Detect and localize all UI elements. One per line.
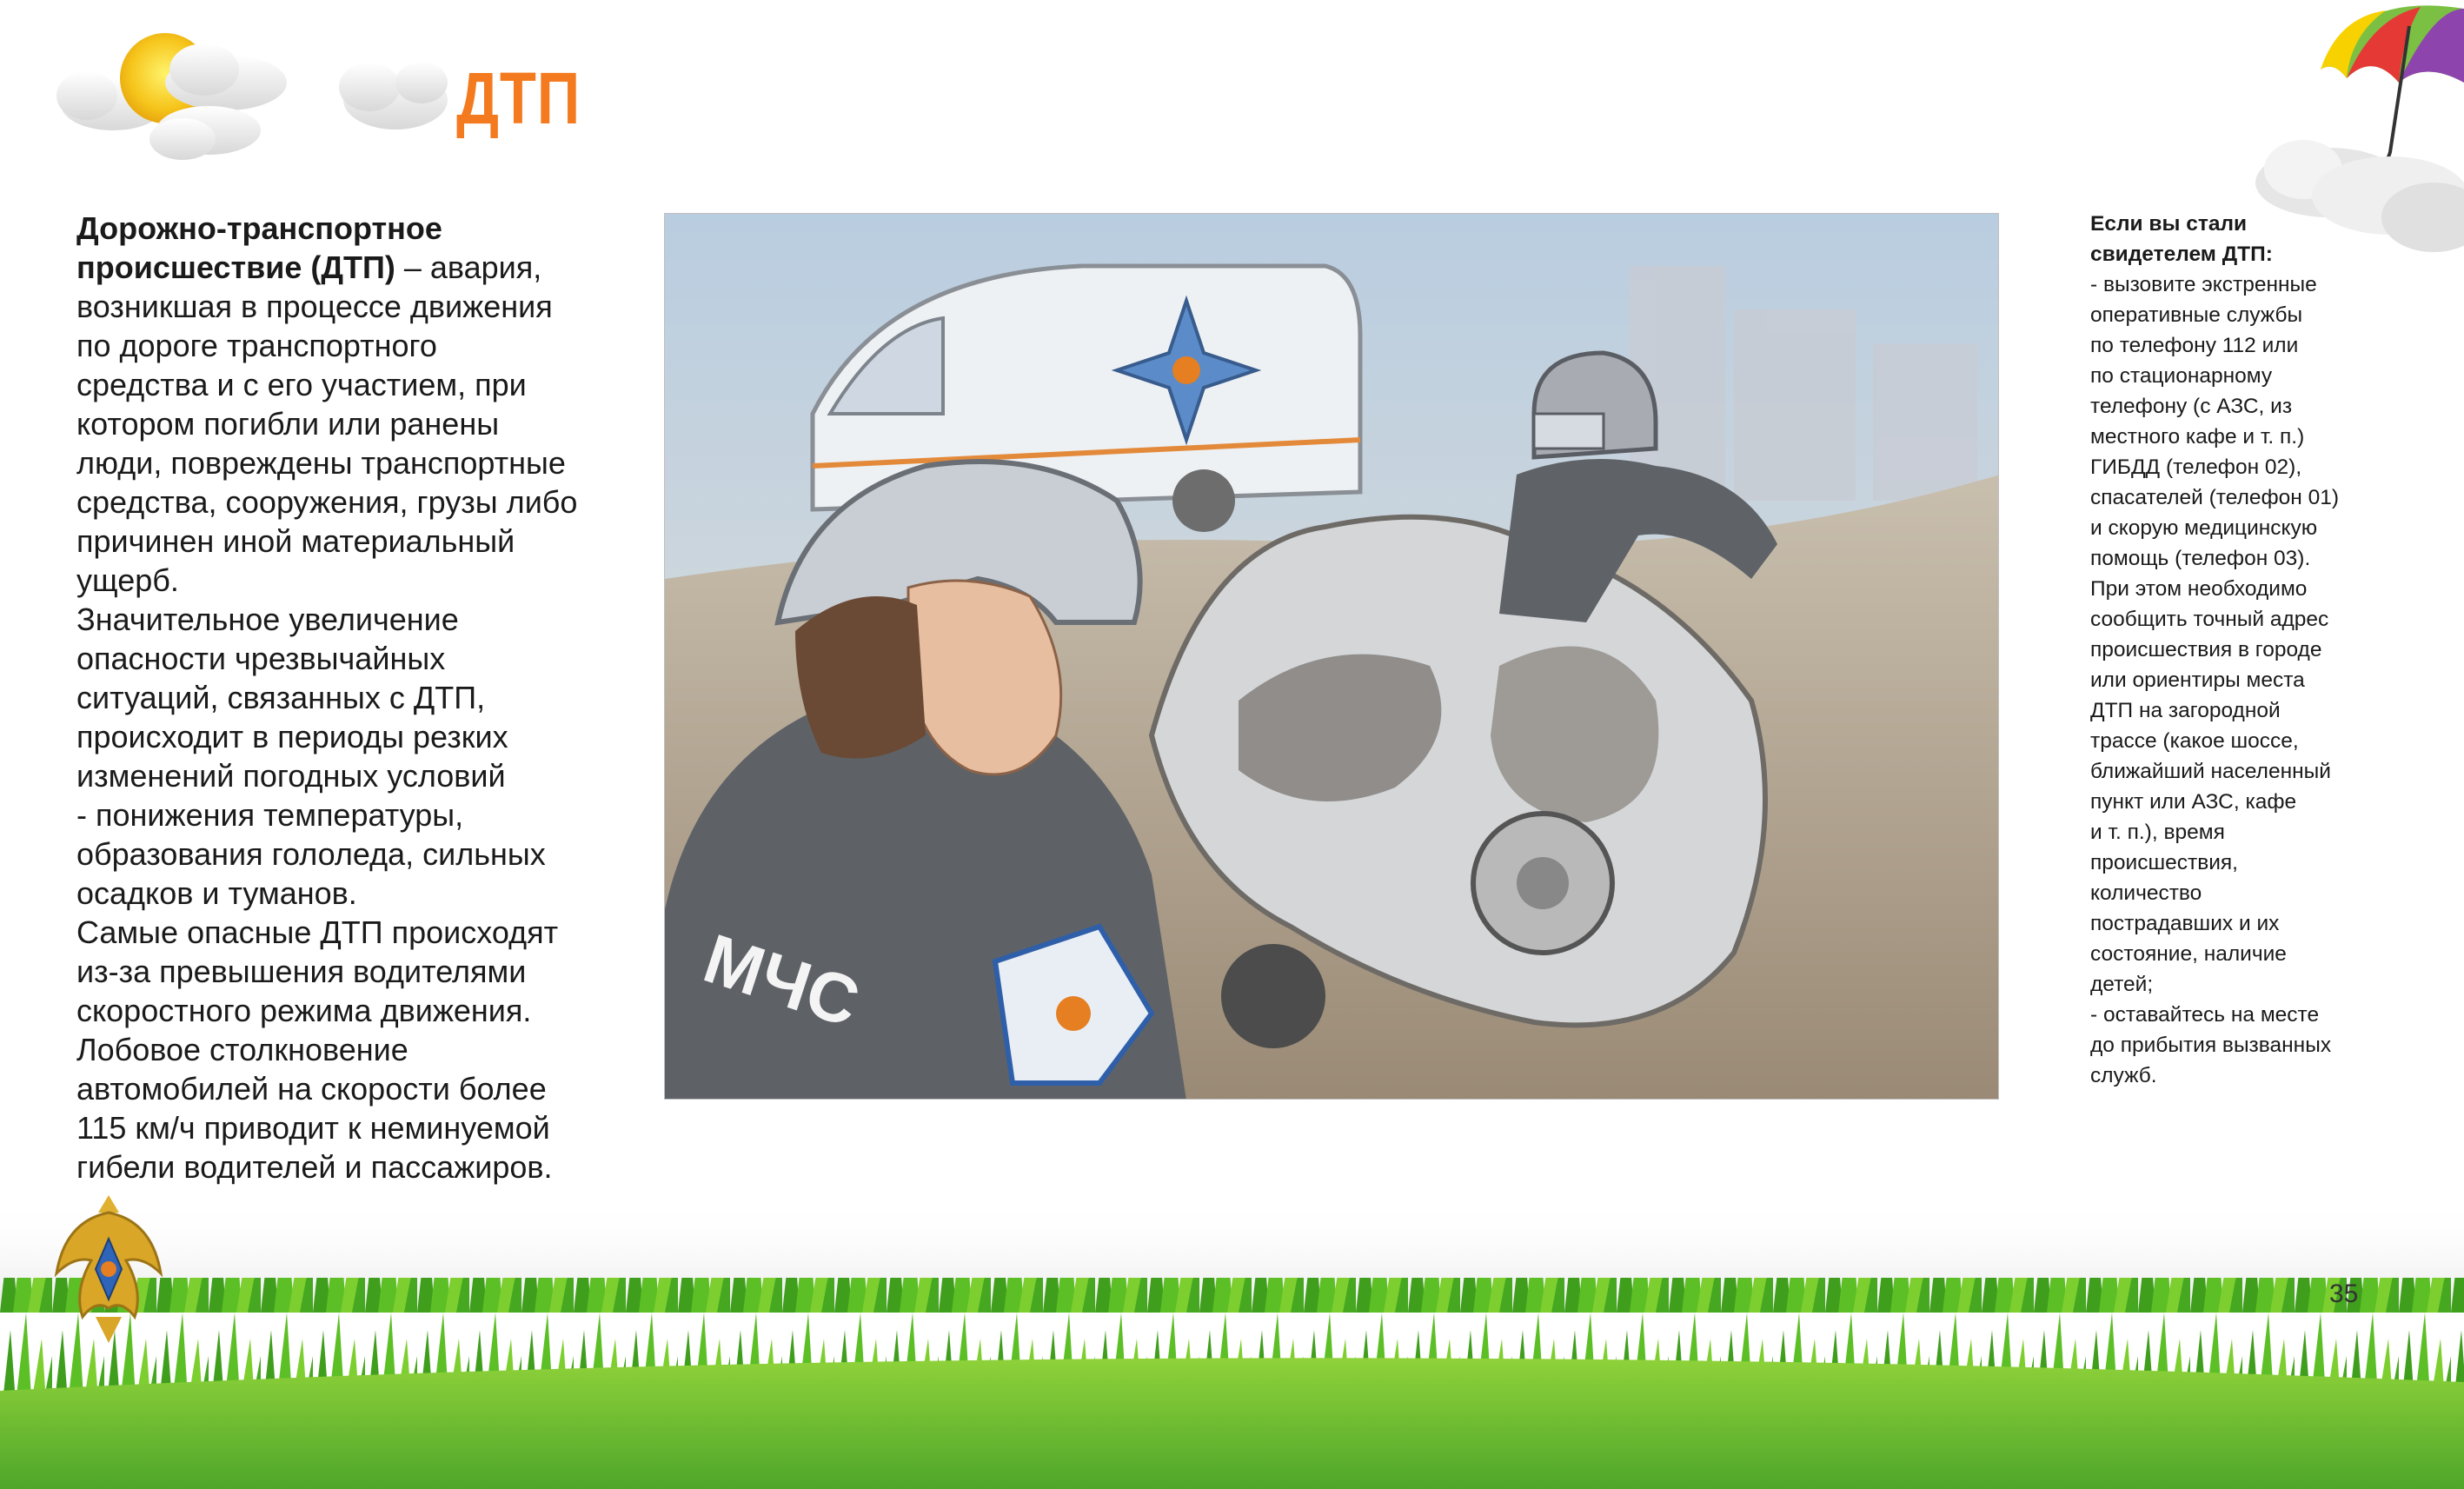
sidebar-heading: свидетелем ДТП:: [2090, 243, 2273, 266]
text-line: скоростного режима движения.: [76, 993, 532, 1028]
text-line: Самые опасные ДТП происходят: [76, 914, 559, 950]
witness-instructions: [2090, 209, 2377, 1091]
cloud-icon: [339, 62, 448, 130]
page-title: ДТП: [456, 57, 581, 139]
text-line: ситуаций, связанных с ДТП,: [76, 680, 486, 715]
emercom-emblem: [48, 1187, 169, 1347]
text-line: по дороге транспортного: [76, 328, 437, 363]
term-line: Дорожно-транспортное: [76, 210, 442, 246]
umbrella-icon: [2321, 5, 2464, 162]
sidebar-line: ближайший населенный: [2090, 760, 2331, 783]
text-line: Значительное увеличение: [76, 602, 459, 637]
sidebar-line: по телефону 112 или: [2090, 334, 2299, 357]
text-line: опасности чрезвычайных: [76, 641, 446, 676]
accident-illustration: [664, 213, 1999, 1100]
sidebar-line: трассе (какое шоссе,: [2090, 729, 2299, 753]
text-line: - понижения температуры,: [76, 797, 464, 833]
sidebar-line: пункт или АЗС, кафе: [2090, 790, 2297, 814]
sidebar-line: и скорую медицинскую: [2090, 516, 2318, 540]
text-line: 115 км/ч приводит к неминуемой: [76, 1110, 550, 1146]
text-line: средства, сооружения, грузы либо: [76, 484, 578, 520]
sidebar-line: оперативные службы: [2090, 303, 2303, 327]
eagle-emblem-icon: [56, 1195, 161, 1343]
sidebar-line: помощь (телефон 03).: [2090, 547, 2311, 570]
text-line: причинен иной материальный: [76, 523, 515, 559]
sidebar-line: состояние, наличие: [2090, 942, 2287, 966]
text-line: образования гололеда, сильных: [76, 836, 546, 872]
text-line: происходит в периоды резких: [76, 719, 508, 754]
sidebar-line: - вызовите экстренные: [2090, 273, 2317, 296]
sidebar-line: телефону (с АЗС, из: [2090, 395, 2293, 418]
sleeve-text: МЧС: [694, 919, 869, 1041]
sidebar-line: ДТП на загородной: [2090, 699, 2281, 722]
sidebar-line: и т. п.), время: [2090, 821, 2225, 844]
sidebar-line: При этом необходимо: [2090, 577, 2308, 601]
sidebar-line: происшествия в городе: [2090, 638, 2322, 661]
text-line: изменений погодных условий: [76, 758, 506, 794]
main-text: [76, 209, 633, 1187]
text-line: ущерб.: [76, 562, 179, 598]
illustration-drawing: [665, 214, 1999, 1100]
text-line: гибели водителей и пассажиров.: [76, 1149, 553, 1185]
sidebar-line: или ориентиры места: [2090, 668, 2305, 692]
sidebar-line: спасателей (телефон 01): [2090, 486, 2340, 509]
sidebar-line: служб.: [2090, 1064, 2157, 1087]
text-line: средства и с его участием, при: [76, 367, 527, 402]
sidebar-line: местного кафе и т. п.): [2090, 425, 2305, 449]
sidebar-heading: Если вы стали: [2090, 212, 2248, 236]
text-line: осадков и туманов.: [76, 875, 357, 911]
text-line: возникшая в процессе движения: [76, 289, 553, 324]
sidebar-line: сообщить точный адрес: [2090, 608, 2329, 631]
text-line: из-за превышения водителями: [76, 954, 527, 989]
sidebar-line: до прибытия вызванных: [2090, 1034, 2332, 1057]
grass-decoration: [0, 1200, 2464, 1489]
text-line: – авария,: [395, 249, 542, 285]
sun-and-clouds-decoration: [52, 17, 469, 174]
sidebar-line: происшествия,: [2090, 851, 2238, 874]
text-line: Лобовое столкновение: [76, 1032, 408, 1067]
text-line: котором погибли или ранены: [76, 406, 500, 442]
sidebar-line: ГИБДД (телефон 02),: [2090, 455, 2302, 479]
sidebar-line: пострадавших и их: [2090, 912, 2280, 935]
text-line: люди, повреждены транспортные: [76, 445, 566, 481]
sidebar-line: по стационарному: [2090, 364, 2273, 388]
page-number: 35: [2329, 1280, 2359, 1308]
sidebar-line: - оставайтесь на месте: [2090, 1003, 2320, 1027]
sidebar-line: количество: [2090, 881, 2202, 905]
term-line: происшествие (ДТП): [76, 249, 395, 285]
text-line: автомобилей на скорости более: [76, 1071, 547, 1107]
sidebar-line: детей;: [2090, 973, 2154, 996]
